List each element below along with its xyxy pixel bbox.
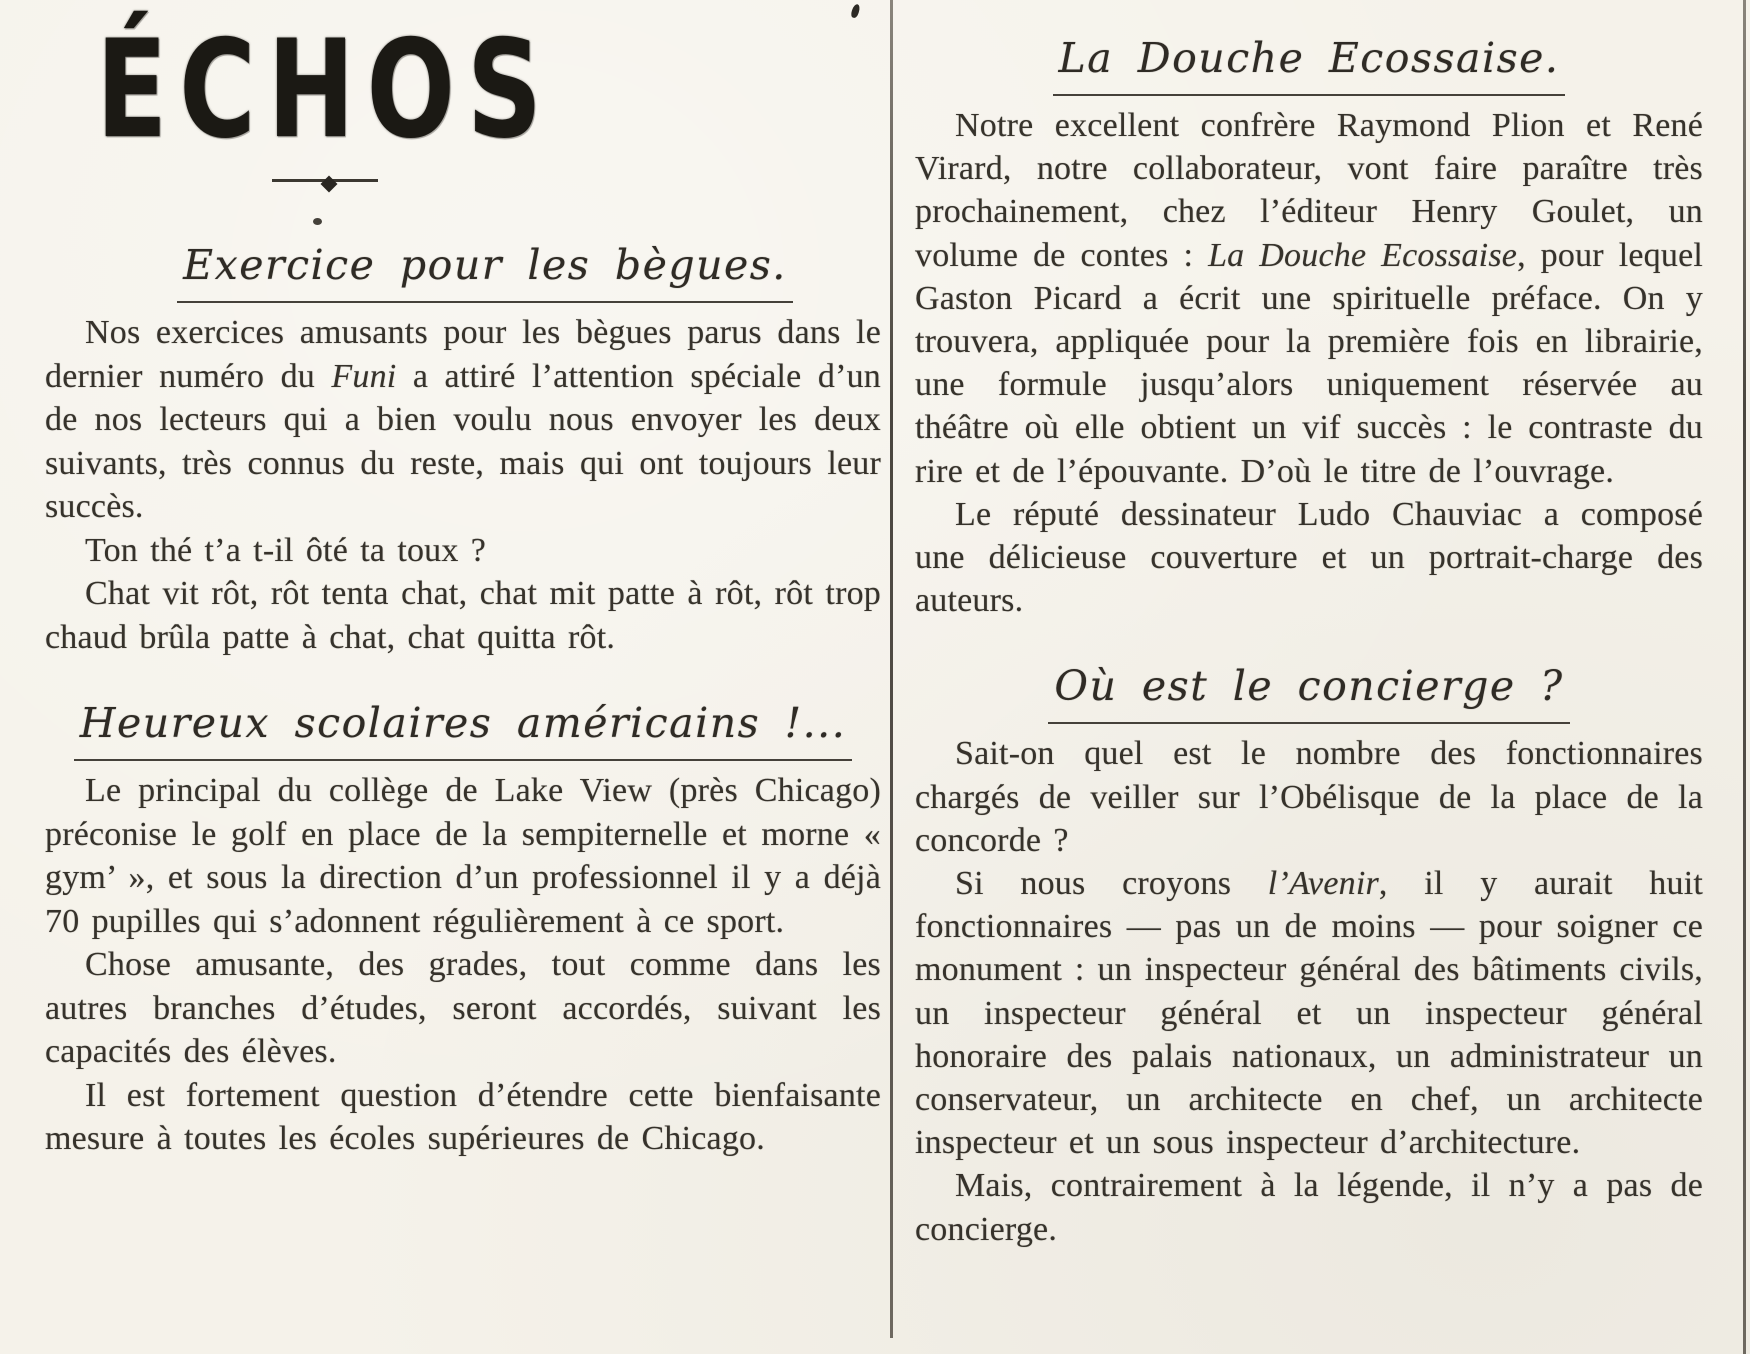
right-column [915,0,1703,1251]
article-heading-wrap [915,34,1703,96]
italic-run: La Douche Ecossaise [1208,236,1518,274]
text-run: , pour lequel Gaston Picard a écrit une spirituelle préface. On y trouvera, appliquée pour la première fois en librairie, une formule jusqu’alors uniquement réservée au théâtre où elle obtient un vif succès : le contraste du rire et de l’épouvante. D’où le titre de l’ouvrage. [915,236,1704,490]
article-heading: La Douche Ecossaise. [1053,34,1566,96]
paragraph: Ton thé t’a t-il ôté ta toux ? [85,531,487,569]
text-run: Nos exercices amusants pour les bègues parus dans le dernier numéro du [45,314,881,395]
ornament-dot [313,218,322,225]
text-run: Notre excellent confrère Raymond Plion et René Virard, notre collaborateur, vont faire paraître très prochainement, chez l’éditeur Henry Goulet, un volume de contes : [915,107,1703,274]
article-heading-wrap [45,241,881,303]
masthead-divider [45,176,605,194]
paragraph: Mais, contrairement à la légende, il n’y a pas de concierge. [915,1167,1703,1248]
paragraph [915,862,1703,1164]
column-divider-rule [890,0,893,1338]
paragraph: Chat vit rôt, rôt tenta chat, chat mit patte à rôt, rôt trop chaud brûla patte à chat, chat quitta rôt. [45,575,881,656]
paragraph: Chose amusante, des grades, tout comme dans les autres branches d’études, seront accordés, suivant les capacités des élèves. [45,946,881,1070]
section-masthead: ÉCHOS [96,10,554,169]
paragraph: Le principal du collège de Lake View (près Chicago) préconise le golf en place de la sempiternelle et morne « gym’ », et sous la direction d’un professionnel il y a déjà 70 pupilles qui s’adonnent régulièrement à ce sport. [45,772,881,940]
italic-run: l’Avenir [1267,865,1379,903]
article-heading: Où est le concierge ? [1048,662,1569,724]
page-edge-rule [1743,0,1746,1354]
article-heading: Exercice pour les bègues. [177,241,793,303]
text-run: Si nous croyons [955,865,1268,903]
article-heading: Heureux scolaires américains !... [74,699,853,761]
paragraph: Sait-on quel est le nombre des fonctionnaires chargés de veiller sur l’Obélisque de la place de la concorde ? [915,735,1703,859]
masthead-wrap [45,10,605,169]
text-run: , il y aurait huit fonctionnaires — pas un de moins — pour soigner ce monument : un inspecteur général des bâtiments civils, un inspecteur général et un inspecteur général honoraire des palais nationaux, un administrateur un conservateur, un architecte en chef, un architecte inspecteur et un sous inspecteur d’architecture. [915,865,1703,1162]
article-heading-wrap [915,662,1703,724]
italic-run: Funi [331,357,397,395]
text-run: a attiré l’attention spéciale d’un de nos lecteurs qui a bien voulu nous envoyer les deux suivants, très connus du reste, mais qui ont toujours leur succès. [45,357,882,525]
left-column [45,0,881,1161]
paragraph [915,104,1703,493]
paragraph: Il est fortement question d’étendre cette bienfaisante mesure à toutes les écoles supérieures de Chicago. [45,1076,881,1157]
paragraph [45,311,881,529]
article-heading-wrap [45,699,881,761]
paragraph: Le réputé dessinateur Ludo Chauviac a composé une délicieuse couverture et un portrait-charge des auteurs. [915,495,1703,620]
